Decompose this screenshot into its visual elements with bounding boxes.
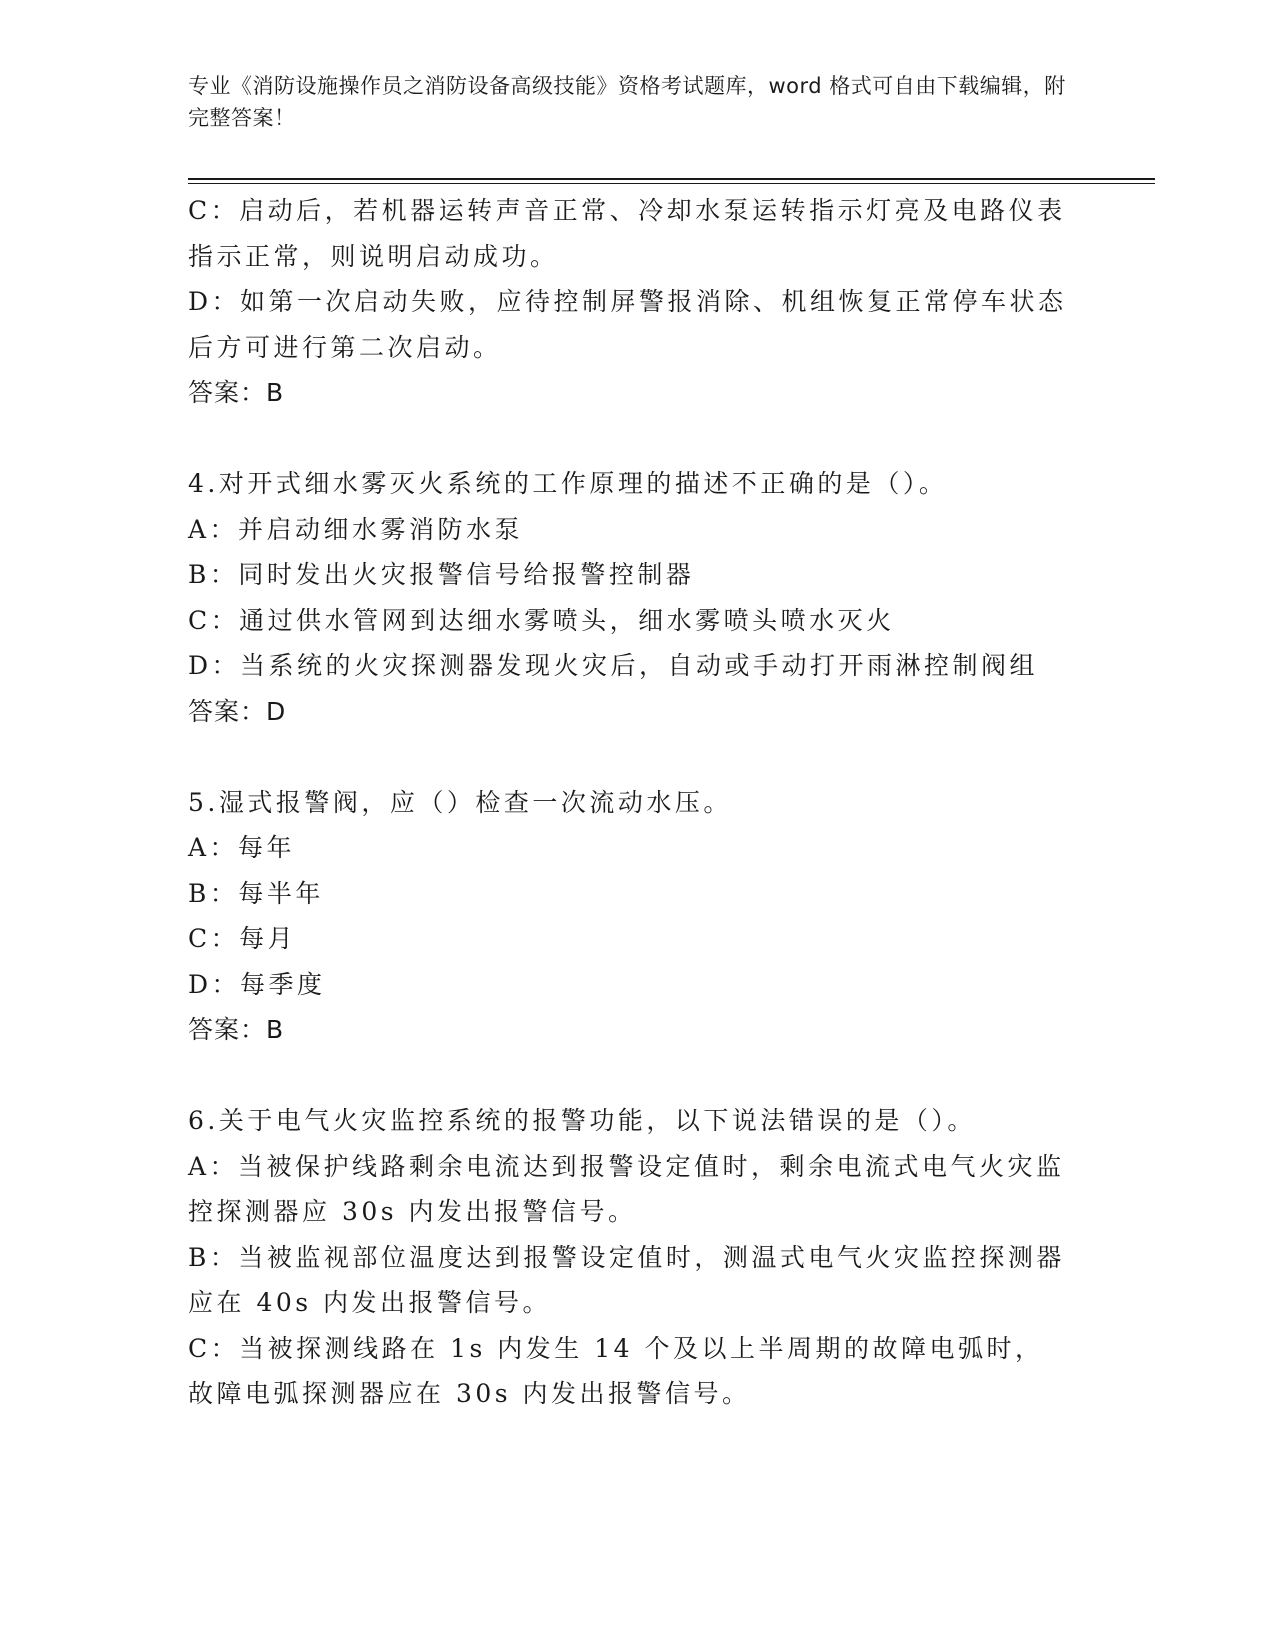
question-text: 4.对开式细水雾灭火系统的工作原理的描述不正确的是（）。	[188, 469, 948, 498]
option-a: A：每年	[188, 833, 296, 862]
spacer	[188, 1053, 1068, 1099]
option-b: B：当被监视部位温度达到报警设定值时，测温式电气火灾监控探测器应在 40s 内发出报警信号。	[188, 1242, 1065, 1317]
question-block-3	[188, 188, 1068, 416]
document-body	[188, 188, 1068, 1417]
option-c: C：启动后，若机器运转声音正常、冷却水泵运转指示灯亮及电路仪表指示正常，则说明启动成功。	[188, 196, 1066, 271]
question-block-6	[188, 1098, 1068, 1417]
option-c: C：通过供水管网到达细水雾喷头，细水雾喷头喷水灭火	[188, 605, 895, 635]
option-b: B：同时发出火灾报警信号给报警控制器	[188, 560, 695, 589]
option-d: D：每季度	[188, 969, 326, 999]
question-text: 5.湿式报警阀，应（）检查一次流动水压。	[188, 787, 732, 817]
option-c: C：每月	[188, 924, 297, 953]
answer: 答案：D	[188, 696, 287, 726]
spacer	[188, 416, 1068, 462]
answer: 答案：B	[188, 378, 285, 407]
option-c: C：当被探测线路在 1s 内发生 14 个及以上半周期的故障电弧时，故障电弧探测器应在 30s 内发出报警信号。	[188, 1333, 1044, 1408]
option-a: A：并启动细水雾消防水泵	[188, 514, 524, 544]
option-d: D：当系统的火灾探测器发现火灾后，自动或手动打开雨淋控制阀组	[188, 651, 1039, 680]
question-text: 6.关于电气火灾监控系统的报警功能，以下说法错误的是（）。	[188, 1106, 976, 1135]
answer: 答案：B	[188, 1015, 285, 1044]
option-d: D：如第一次启动失败，应待控制屏警报消除、机组恢复正常停车状态后方可进行第二次启动。	[188, 287, 1067, 362]
header-divider-thin	[188, 183, 1155, 184]
question-block-5	[188, 780, 1068, 1053]
question-block-4	[188, 461, 1068, 734]
option-b: B：每半年	[188, 878, 324, 908]
header-divider-thick	[188, 178, 1155, 180]
spacer	[188, 734, 1068, 780]
option-a: A：当被保护线路剩余电流达到报警设定值时，剩余电流式电气火灾监控探测器应 30s 内发出报警信号。	[188, 1151, 1065, 1226]
page-header: 专业《消防设施操作员之消防设备高级技能》资格考试题库，word 格式可自由下载编辑，附完整答案！	[188, 74, 1066, 130]
